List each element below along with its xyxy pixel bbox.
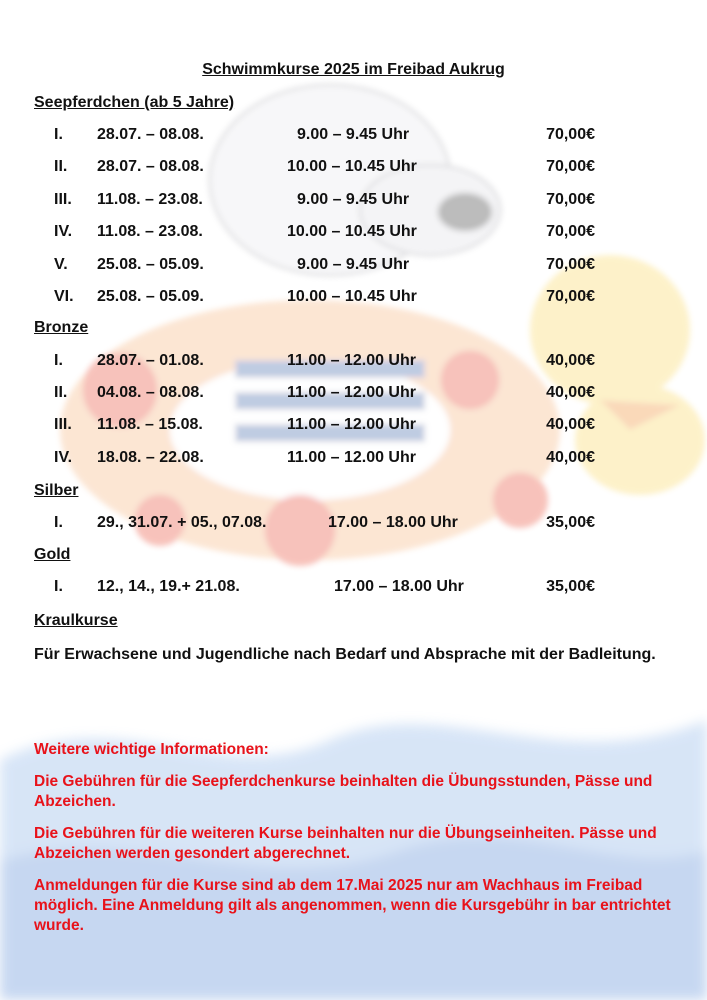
section-heading-gold: Gold (34, 546, 71, 563)
row-date: 28.07. – 08.08. (97, 126, 204, 143)
row-number: I. (54, 126, 63, 143)
table-row (0, 384, 707, 406)
row-price: 40,00€ (546, 352, 595, 369)
row-price: 35,00€ (546, 514, 595, 531)
row-price: 70,00€ (546, 288, 595, 305)
row-number: I. (54, 514, 63, 531)
row-number: V. (54, 256, 68, 273)
table-row (0, 223, 707, 245)
row-date: 29., 31.07. + 05., 07.08. (97, 514, 267, 531)
row-date: 11.08. – 15.08. (97, 416, 203, 433)
table-row (0, 126, 707, 148)
row-price: 70,00€ (546, 256, 595, 273)
row-price: 70,00€ (546, 126, 595, 143)
row-time: 10.00 – 10.45 Uhr (287, 158, 417, 175)
row-date: 11.08. – 23.08. (97, 223, 203, 240)
row-time: 17.00 – 18.00 Uhr (334, 578, 464, 595)
row-time: 9.00 – 9.45 Uhr (297, 256, 410, 273)
row-price: 70,00€ (546, 191, 595, 208)
row-price: 70,00€ (546, 223, 595, 240)
row-price: 70,00€ (546, 158, 595, 175)
info-paragraph: Die Gebühren für die weiteren Kurse beinhalten nur die Übungseinheiten. Pässe und Abzeichen werden gesondert abgerechnet. (34, 825, 657, 862)
table-row (0, 191, 707, 213)
row-time: 10.00 – 10.45 Uhr (287, 223, 417, 240)
row-time: 11.00 – 12.00 Uhr (287, 352, 416, 369)
table-row (0, 578, 707, 600)
row-price: 35,00€ (546, 578, 595, 595)
row-price: 40,00€ (546, 416, 595, 433)
info-heading: Weitere wichtige Informationen: (34, 741, 269, 758)
row-number: II. (54, 158, 68, 175)
row-number: III. (54, 416, 72, 433)
section-heading-seepferdchen: Seepferdchen (ab 5 Jahre) (34, 94, 235, 111)
table-row (0, 352, 707, 374)
row-date: 04.08. – 08.08. (97, 384, 204, 401)
row-time: 9.00 – 9.45 Uhr (297, 126, 410, 143)
page-title: Schwimmkurse 2025 im Freibad Aukrug (202, 61, 505, 78)
row-time: 11.00 – 12.00 Uhr (287, 416, 416, 433)
row-date: 11.08. – 23.08. (97, 191, 203, 208)
row-time: 11.00 – 12.00 Uhr (287, 449, 416, 466)
table-row (0, 449, 707, 471)
row-number: I. (54, 352, 63, 369)
row-number: III. (54, 191, 72, 208)
row-price: 40,00€ (546, 384, 595, 401)
table-row (0, 158, 707, 180)
info-paragraph: Die Gebühren für die Seepferdchenkurse beinhalten die Übungsstunden, Pässe und Abzeichen. (34, 773, 653, 810)
table-row (0, 514, 707, 536)
row-date: 25.08. – 05.09. (97, 288, 204, 305)
row-date: 12., 14., 19.+ 21.08. (97, 578, 240, 595)
row-price: 40,00€ (546, 449, 595, 466)
row-number: IV. (54, 449, 73, 466)
section-heading-silber: Silber (34, 482, 79, 499)
table-row (0, 256, 707, 278)
row-number: IV. (54, 223, 73, 240)
row-time: 17.00 – 18.00 Uhr (328, 514, 458, 531)
row-date: 18.08. – 22.08. (97, 449, 204, 466)
row-time: 11.00 – 12.00 Uhr (287, 384, 416, 401)
row-time: 10.00 – 10.45 Uhr (287, 288, 417, 305)
row-date: 25.08. – 05.09. (97, 256, 204, 273)
row-number: II. (54, 384, 68, 401)
section-heading-bronze: Bronze (34, 319, 89, 336)
table-row (0, 416, 707, 438)
info-paragraph: Anmeldungen für die Kurse sind ab dem 17.Mai 2025 nur am Wachhaus im Freibad möglich. Eine Anmeldung gilt als angenommen, wenn die Kursgebühr in bar entrichtet wurde. (34, 877, 671, 934)
table-row (0, 288, 707, 310)
row-date: 28.07. – 01.08. (97, 352, 204, 369)
section-heading-kraulkurse: Kraulkurse (34, 612, 118, 629)
row-time: 9.00 – 9.45 Uhr (297, 191, 410, 208)
row-date: 28.07. – 08.08. (97, 158, 204, 175)
row-number: I. (54, 578, 63, 595)
kraulkurse-text: Für Erwachsene und Jugendliche nach Bedarf und Absprache mit der Badleitung. (34, 646, 656, 663)
row-number: VI. (54, 288, 74, 305)
